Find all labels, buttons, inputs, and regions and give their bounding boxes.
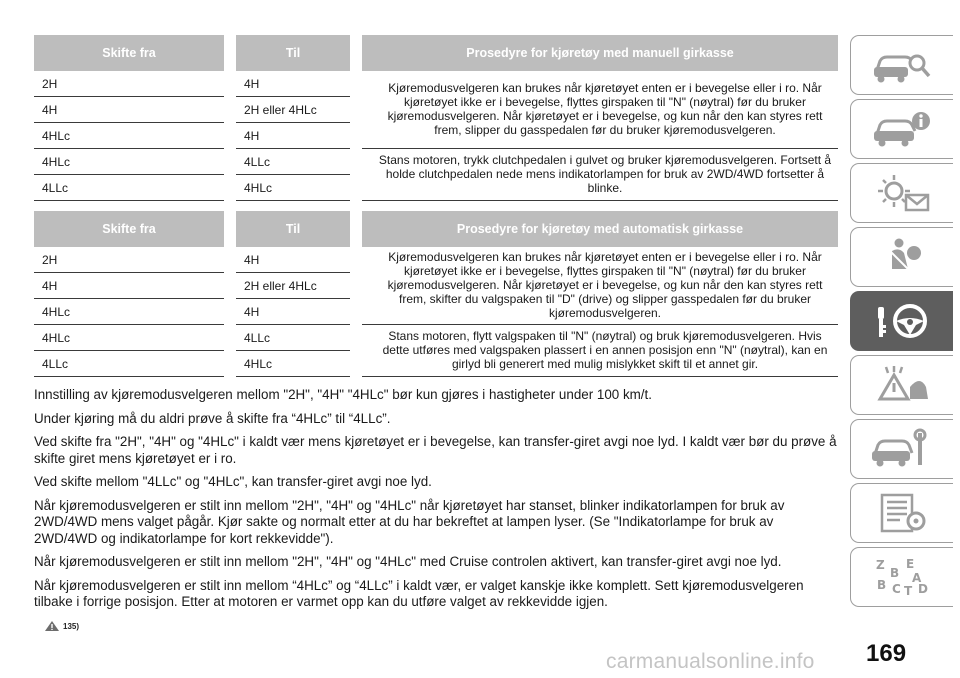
shift-from: 4HLc xyxy=(34,299,230,325)
breakdown-icon xyxy=(870,363,934,407)
steering-key-icon xyxy=(870,299,934,343)
shift-to: 4HLc xyxy=(230,175,356,201)
warning-triangle-icon xyxy=(44,620,60,632)
shift-to: 4H xyxy=(230,123,356,149)
manual-transmission-table xyxy=(34,35,838,201)
shift-from: 4LLc xyxy=(34,351,230,377)
table-row xyxy=(34,71,838,97)
svg-text:T: T xyxy=(904,584,913,598)
procedure-text: Stans motoren, trykk clutchpedalen i gulvet og bruker kjøremodusvelgeren. Fortsett å holde clutchpedalen nede mens indikatorlampen for bruk av 2WD/4WD fortsetter å blinke. xyxy=(356,149,838,201)
warning-ref-number: 135) xyxy=(63,621,80,631)
shift-from: 4HLc xyxy=(34,123,230,149)
header-to: Til xyxy=(230,35,356,71)
svg-text:Z: Z xyxy=(876,558,885,572)
body-paragraph: Ved skifte fra "2H", "4H" og "4HLc" i kaldt vær mens kjøretøyet er i bevegelse, kan transfer-giret avgi noe lyd. I kaldt vær bør du prøve å skifte giret mens kjøretøyet er i ro. xyxy=(34,434,837,466)
header-from: Skifte fra xyxy=(34,211,230,247)
shift-from: 4HLc xyxy=(34,149,230,175)
shift-to: 4H xyxy=(230,299,356,325)
body-paragraph: Når kjøremodusvelgeren er stilt inn mellom "2H", "4H" og "4HLc" når kjøretøyet har stanset, blinker indikatorlampen for bruk av 2WD/4WD mens valget pågår. Kjør sakte og normalt etter at du har bekreftet at lampen lyser. (Se "Indikatorlampe for bruk av 2WD/4WD og indikatorlampe for kort rekkevidde"). xyxy=(34,497,785,546)
header-procedure: Prosedyre for kjøretøy med automatisk girkasse xyxy=(356,211,838,247)
shift-to: 4LLc xyxy=(230,149,356,175)
header-from: Skifte fra xyxy=(34,35,230,71)
shift-from: 4H xyxy=(34,97,230,123)
sidebar-tab-starting-driving[interactable] xyxy=(850,291,953,351)
sidebar-tab-specifications[interactable] xyxy=(850,483,953,543)
shift-from: 4H xyxy=(34,273,230,299)
shift-from: 4HLc xyxy=(34,325,230,351)
sidebar-tab-warning-lights[interactable] xyxy=(850,163,953,223)
procedure-text: Stans motoren, flytt valgspaken til "N" (nøytral) og bruk kjøremodusvelgeren. Hvis dette utføres med valgspaken plassert i en annen posisjon enn "N" (nøytral), kan en girlyd bli generert med mulig mislykket skift til et annet gir. xyxy=(356,325,838,377)
shift-to: 4LLc xyxy=(230,325,356,351)
page-number: 169 xyxy=(866,640,907,667)
sidebar-tab-car-search[interactable] xyxy=(850,35,953,95)
svg-text:D: D xyxy=(918,582,928,596)
body-paragraph: Under kjøring må du aldri prøve å skifte fra “4HLc” til “4LLc”. xyxy=(34,410,391,426)
car-info-icon xyxy=(870,107,934,151)
body-paragraph: Ved skifte mellom "4LLc" og "4HLc", kan transfer-giret avgi noe lyd. xyxy=(34,474,432,489)
page-content xyxy=(34,35,838,618)
chapter-sidebar xyxy=(850,35,960,611)
procedure-text: Kjøremodusvelgeren kan brukes når kjøretøyet enten er i bevegelse eller i ro. Når kjøretøyet ikke er i bevegelse, flyttes girspaken til "N" (nøytral) før du bruker kjøremodusvelgeren. Når kjøretøyet er i bevegelse, og kun når den kan styres rett frem, slipper du gasspedalen før du bruker kjøremodusvelgeren. xyxy=(356,71,838,149)
sidebar-tab-index[interactable] xyxy=(850,547,953,607)
sidebar-tab-car-info[interactable] xyxy=(850,99,953,159)
shift-from: 2H xyxy=(34,71,230,97)
shift-to: 2H eller 4HLc xyxy=(230,273,356,299)
header-procedure: Prosedyre for kjøretøy med manuell girkasse xyxy=(356,35,838,71)
sidebar-tab-maintenance[interactable] xyxy=(850,419,953,479)
svg-text:A: A xyxy=(912,571,922,585)
procedure-text: Kjøremodusvelgeren kan brukes når kjøretøyet enten er i bevegelse eller i ro. Når kjøretøyet ikke er i bevegelse, flyttes girspaken til "N" (nøytral) før du bruker kjøremodusvelgeren. Når kjøretøyet er i bevegelse, og kun når den kan styres rett frem, skifter du valgspaken til "D" (drive) og slipper gasspedalen før du bruker kjøremodusvelgeren. xyxy=(356,247,838,325)
body-paragraph: Når kjøremodusvelgeren er stilt inn mellom "2H", "4H" og "4HLc" med Cruise controlen aktivert, kan transfer-giret avgi noe lyd. xyxy=(34,554,782,569)
alphabetical-index-icon xyxy=(870,555,934,599)
svg-text:E: E xyxy=(906,557,915,571)
table-row xyxy=(34,149,838,175)
shift-from: 4LLc xyxy=(34,175,230,201)
svg-text:C: C xyxy=(892,582,901,596)
sidebar-tab-breakdown[interactable] xyxy=(850,355,953,415)
svg-text:B: B xyxy=(890,566,900,580)
body-paragraph: Når kjøremodusvelgeren er stilt inn mellom “4HLc” og “4LLc” i kaldt vær, er valget kanskje ikke komplett. Sett kjøremodusvelgeren tilbake i forrige posisjon. Etter at motoren er varmet opp kan du utføre valget av rekkevidde igjen. xyxy=(34,577,804,609)
shift-to: 4HLc xyxy=(230,351,356,377)
shift-to: 4H xyxy=(230,71,356,97)
body-paragraph: Innstilling av kjøremodusvelgeren mellom "2H", "4H" "4HLc" bør kun gjøres i hastigheter under 100 km/t. xyxy=(34,387,652,402)
automatic-transmission-table xyxy=(34,211,838,377)
shift-to: 4H xyxy=(230,247,356,273)
shift-from: 2H xyxy=(34,247,230,273)
svg-text:B: B xyxy=(877,578,887,592)
table-row xyxy=(34,325,838,351)
table-row xyxy=(34,247,838,273)
airbag-safety-icon xyxy=(870,235,934,279)
warning-reference[interactable] xyxy=(44,620,79,632)
car-search-icon xyxy=(870,43,934,87)
warning-lights-icon xyxy=(870,171,934,215)
header-to: Til xyxy=(230,211,356,247)
shift-to: 2H eller 4HLc xyxy=(230,97,356,123)
maintenance-icon xyxy=(870,427,934,471)
watermark: carmanualsonline.info xyxy=(606,650,815,673)
sidebar-tab-safety[interactable] xyxy=(850,227,953,287)
specifications-icon xyxy=(870,491,934,535)
